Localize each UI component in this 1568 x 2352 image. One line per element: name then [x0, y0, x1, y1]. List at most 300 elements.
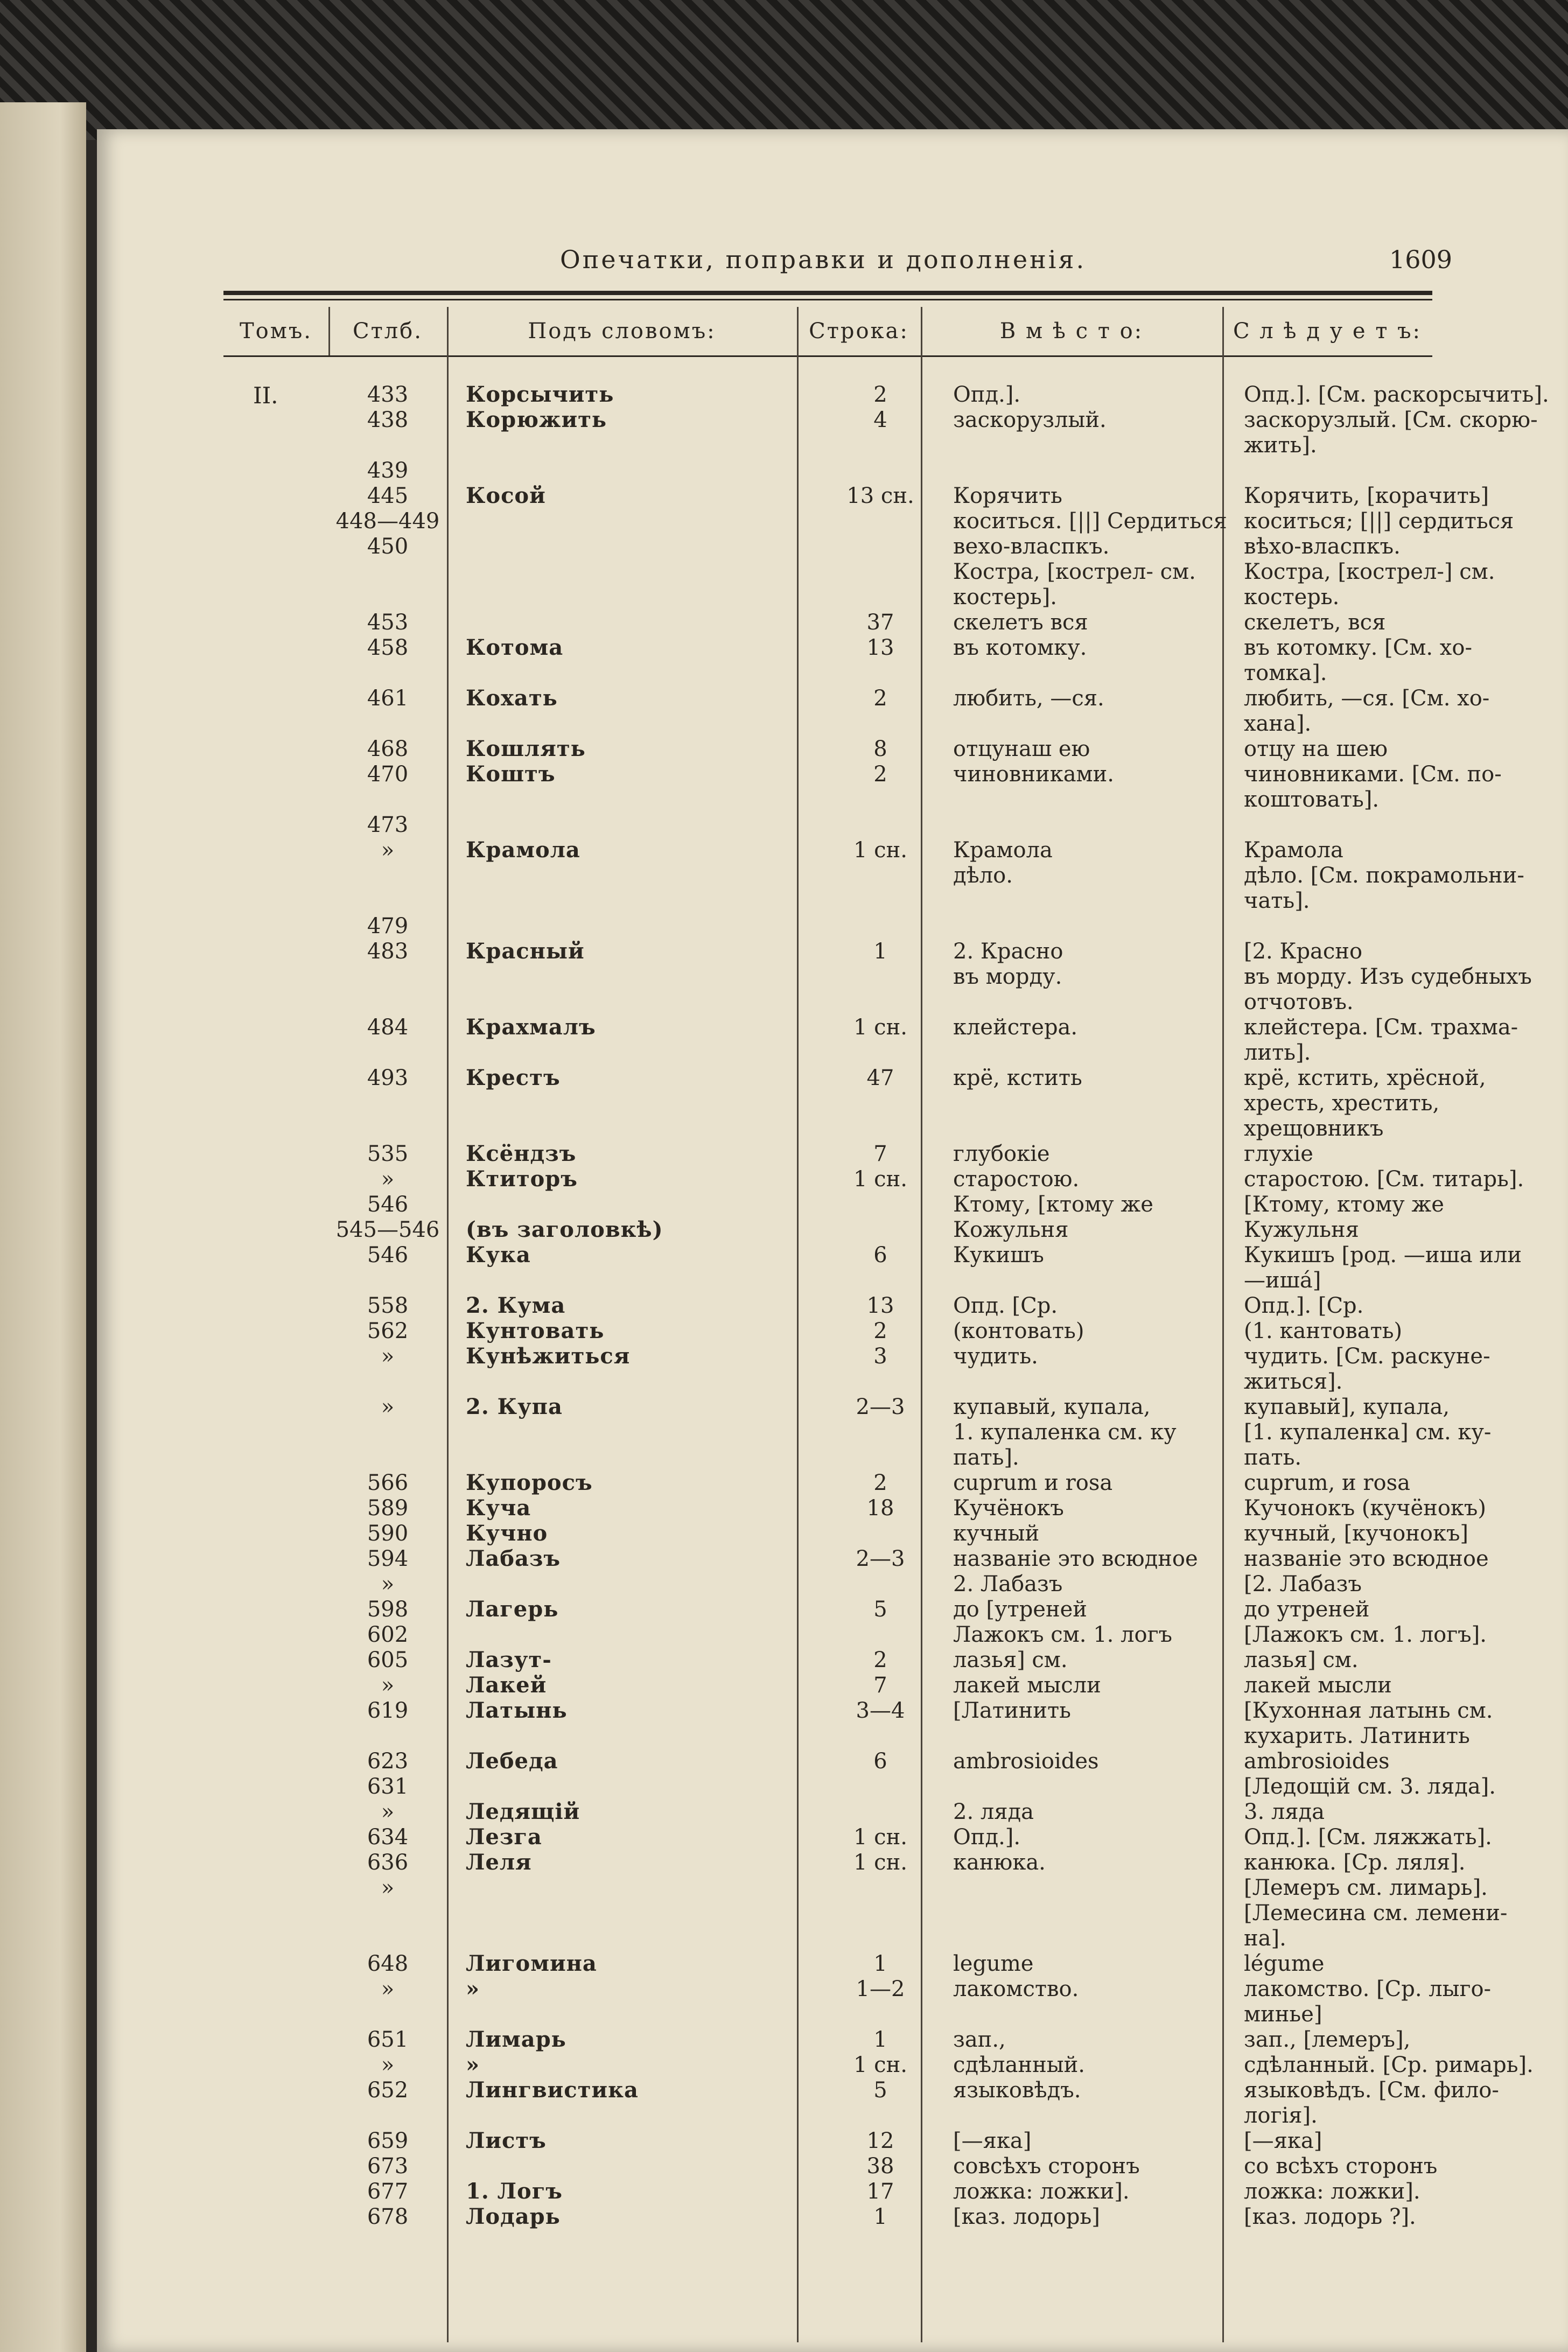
- table-row: [97, 1268, 1568, 1293]
- cell-word: (въ заголовкѣ): [466, 1217, 663, 1242]
- cell-column: 445: [367, 484, 409, 508]
- table-row: [97, 1749, 1568, 1774]
- cell-column: 453: [367, 610, 409, 635]
- cell-should-be: коситься; [||] сердиться: [1244, 509, 1514, 534]
- table-row: [97, 1091, 1568, 1116]
- top-rule-thin: [223, 299, 1432, 300]
- table-row: [97, 1217, 1568, 1242]
- cell-instead: ложка: ложки].: [953, 2179, 1130, 2204]
- cell-should-be: глухіе: [1244, 1142, 1313, 1166]
- cell-word: Кунтовать: [466, 1318, 605, 1343]
- table-row: [97, 2078, 1568, 2103]
- cell-line: 2: [873, 686, 887, 711]
- cell-should-be: отцу на шею: [1244, 737, 1388, 761]
- table-row: [97, 863, 1568, 888]
- table-row: [97, 534, 1568, 559]
- page-title: Опечатки, поправки и дополненія.: [560, 245, 1087, 274]
- cell-column: 648: [367, 1951, 409, 1976]
- cell-line: 5: [873, 1597, 887, 1622]
- table-row: [97, 1167, 1568, 1192]
- cell-line: 17: [866, 2179, 894, 2204]
- cell-instead: любить, —ся.: [953, 686, 1104, 711]
- table-row: [97, 1066, 1568, 1090]
- cell-word: Крамола: [466, 837, 580, 863]
- cell-line: 3—4: [856, 1698, 905, 1723]
- table-row: [97, 838, 1568, 863]
- cell-instead: скелетъ вся: [953, 610, 1088, 635]
- cell-word: 1. Логъ: [466, 2179, 563, 2204]
- col-header-column: Стлб.: [353, 319, 423, 344]
- table-row: [97, 433, 1568, 458]
- cell-word: Кука: [466, 1242, 531, 1268]
- table-row: [97, 1293, 1568, 1318]
- table-row: [97, 1521, 1568, 1546]
- cell-line: 2: [873, 382, 887, 407]
- table-row: [97, 1471, 1568, 1495]
- cell-line: 1—2: [856, 1977, 905, 2001]
- cell-should-be: языковѣдъ. [См. фило-: [1244, 2078, 1499, 2103]
- cell-line: 2: [873, 762, 887, 787]
- cell-should-be: логія].: [1244, 2103, 1318, 2128]
- cell-column: 468: [367, 737, 409, 761]
- table-row: [97, 1420, 1568, 1445]
- table-row: [97, 1395, 1568, 1419]
- cell-line: 1 сн.: [853, 1015, 907, 1040]
- table-row: [97, 888, 1568, 913]
- cell-instead: Опд.].: [953, 1825, 1021, 1850]
- page-number: 1609: [1389, 245, 1453, 274]
- cell-should-be: —ишá]: [1244, 1268, 1321, 1293]
- cell-instead: Кучёнокъ: [953, 1496, 1064, 1521]
- cell-instead: зап.,: [953, 2027, 1006, 2052]
- cell-line: 8: [873, 737, 887, 761]
- cell-should-be: на].: [1244, 1926, 1286, 1951]
- cell-should-be: миньe]: [1244, 2002, 1322, 2027]
- cell-word: Корюжить: [466, 407, 607, 432]
- cell-word: »: [466, 1976, 480, 2001]
- cell-instead: канюка.: [953, 1850, 1046, 1875]
- cell-should-be: Корячить, [корачить]: [1244, 484, 1489, 508]
- cell-line: 13: [866, 1293, 894, 1318]
- cell-word: Купоросъ: [466, 1470, 593, 1495]
- table-row: [97, 1116, 1568, 1141]
- cell-line: 7: [873, 1673, 887, 1698]
- table-row: [97, 1977, 1568, 2001]
- cell-column: 678: [367, 2204, 409, 2229]
- cell-instead: совсѣхъ сторонъ: [953, 2154, 1140, 2179]
- table-row: [97, 382, 1568, 407]
- cell-line: 47: [866, 1066, 894, 1090]
- cell-line: 2: [873, 1319, 887, 1343]
- cell-column: 602: [367, 1622, 409, 1647]
- cell-should-be: пать.: [1244, 1445, 1302, 1470]
- cell-should-be: Кучонокъ (кучёнокъ): [1244, 1496, 1486, 1521]
- cell-word: Крахмалъ: [466, 1014, 596, 1040]
- table-row: [97, 458, 1568, 483]
- cell-word: Леля: [466, 1850, 532, 1875]
- cell-should-be: [Кухонная латынь см.: [1244, 1698, 1493, 1723]
- cell-should-be: лить].: [1244, 1040, 1311, 1065]
- cell-line: 6: [873, 1749, 887, 1774]
- cell-line: 7: [873, 1142, 887, 1166]
- cell-column: 493: [367, 1066, 409, 1090]
- cell-instead: чиновниками.: [953, 762, 1115, 787]
- table-row: [97, 559, 1568, 584]
- table-row: [97, 737, 1568, 761]
- cell-line: 18: [866, 1496, 894, 1521]
- cell-instead: Опд. [Ср.: [953, 1293, 1058, 1318]
- cell-column: »: [381, 1875, 395, 1900]
- cell-should-be: въ морду. Изъ судебныхъ: [1244, 964, 1532, 989]
- cell-instead: Кожульня: [953, 1217, 1069, 1242]
- cell-word: Ледящій: [466, 1799, 580, 1824]
- cell-column: »: [381, 1572, 395, 1597]
- table-row: [97, 813, 1568, 837]
- table-row: [97, 939, 1568, 964]
- cell-column: 458: [367, 635, 409, 660]
- cell-line: 1: [873, 1951, 887, 1976]
- cell-instead: вехо-власпкъ.: [953, 534, 1110, 559]
- cell-should-be: Опд.]. [См. ляжжать].: [1244, 1825, 1492, 1850]
- table-row: [97, 1015, 1568, 1040]
- cell-should-be: зап., [лемеръ],: [1244, 2027, 1411, 2052]
- cell-column: 558: [367, 1293, 409, 1318]
- cell-column: 659: [367, 2129, 409, 2153]
- cell-instead: [—яка]: [953, 2129, 1032, 2153]
- cell-word: Листъ: [466, 2128, 547, 2153]
- cell-should-be: [2. Красно: [1244, 939, 1363, 964]
- table-row: [97, 2103, 1568, 2128]
- cell-word: »: [466, 2052, 480, 2077]
- cell-instead: чудить.: [953, 1344, 1038, 1369]
- cell-word: Лебеда: [466, 1748, 558, 1774]
- cell-instead: Кукишъ: [953, 1243, 1044, 1268]
- cell-column: 619: [367, 1698, 409, 1723]
- table-row: [97, 1926, 1568, 1951]
- cell-instead: legume: [953, 1951, 1034, 1976]
- cell-instead: въ котомку.: [953, 635, 1087, 660]
- cell-line: 6: [873, 1243, 887, 1268]
- top-rule: [223, 291, 1432, 295]
- table-row: [97, 1496, 1568, 1521]
- cell-should-be: купавый], купала,: [1244, 1395, 1450, 1419]
- cell-instead: Костра, [кострел- см.: [953, 559, 1196, 584]
- table-row: [97, 964, 1568, 989]
- table-row: [97, 1243, 1568, 1268]
- table-row: [97, 1724, 1568, 1748]
- cell-should-be: въ котомку. [См. хо-: [1244, 635, 1472, 660]
- table-row: [97, 1951, 1568, 1976]
- cell-should-be: скелетъ, вся: [1244, 610, 1386, 635]
- cell-column: 450: [367, 534, 409, 559]
- cell-should-be: Кукишъ [род. —иша или: [1244, 1243, 1522, 1268]
- cell-instead: 2. Лабазъ: [953, 1572, 1063, 1597]
- table-row: [97, 2154, 1568, 2179]
- cell-should-be: ложка: ложки].: [1244, 2179, 1420, 2204]
- cell-word: Лимарь: [466, 2027, 566, 2052]
- cell-should-be: канюка. [Ср. ляля].: [1244, 1850, 1466, 1875]
- cell-line: 37: [866, 610, 894, 635]
- cell-line: 1: [873, 2027, 887, 2052]
- cell-should-be: со всѣхъ сторонъ: [1244, 2154, 1438, 2179]
- cell-should-be: [—яка]: [1244, 2129, 1322, 2153]
- cell-instead: 1. купаленка см. ку: [953, 1420, 1177, 1445]
- table-row: [97, 1800, 1568, 1824]
- cell-word: Косой: [466, 483, 546, 508]
- cell-should-be: дѣло. [См. покрамольни-: [1244, 863, 1524, 888]
- table-row: [97, 484, 1568, 508]
- cell-line: 13: [866, 635, 894, 660]
- cell-word: Лабазъ: [466, 1546, 561, 1571]
- cell-column: »: [381, 1344, 395, 1369]
- cell-instead: клейстера.: [953, 1015, 1078, 1040]
- cell-should-be: томка].: [1244, 661, 1327, 685]
- cell-should-be: кучный, [кучонокъ]: [1244, 1521, 1469, 1546]
- cell-instead: кучный: [953, 1521, 1040, 1546]
- cell-line: 1 сн.: [853, 2053, 907, 2077]
- cell-line: 2: [873, 1471, 887, 1495]
- cell-column: 634: [367, 1825, 409, 1850]
- cell-should-be: чать].: [1244, 888, 1310, 913]
- cell-should-be: заскорузлый. [См. скорю-: [1244, 408, 1538, 432]
- cell-should-be: ambrosioides: [1244, 1749, 1390, 1774]
- table-row: [97, 1445, 1568, 1470]
- cell-instead: ambrosioides: [953, 1749, 1099, 1774]
- table-row: [97, 635, 1568, 660]
- cell-should-be: Костра, [кострел-] см.: [1244, 559, 1495, 584]
- cell-word: Кохать: [466, 685, 558, 711]
- cell-instead: [каз. лодорь]: [953, 2204, 1100, 2229]
- volume-number: II.: [253, 382, 278, 409]
- cell-column: »: [381, 1673, 395, 1698]
- cell-column: »: [381, 1395, 395, 1419]
- cell-line: 1 сн.: [853, 838, 907, 863]
- table-row: [97, 1825, 1568, 1850]
- cell-should-be: [Ктому, ктому же: [1244, 1192, 1444, 1217]
- table-row: [97, 1344, 1568, 1369]
- cell-should-be: хресть, хрестить,: [1244, 1091, 1440, 1116]
- cell-should-be: cuprum, и rosa: [1244, 1471, 1410, 1495]
- cell-word: Кунѣжиться: [466, 1343, 631, 1369]
- table-row: [97, 2204, 1568, 2229]
- cell-word: 2. Купа: [466, 1394, 563, 1419]
- cell-word: 2. Кума: [466, 1293, 566, 1318]
- cell-should-be: жить].: [1244, 433, 1317, 458]
- table-row: [97, 1546, 1568, 1571]
- cell-word: Красный: [466, 939, 585, 964]
- cell-word: Котома: [466, 635, 564, 660]
- table-row: [97, 762, 1568, 787]
- cell-column: 438: [367, 408, 409, 432]
- cell-column: »: [381, 2053, 395, 2077]
- cell-should-be: [Ледощій см. 3. ляда].: [1244, 1774, 1496, 1799]
- table-row: [97, 1850, 1568, 1875]
- cell-should-be: любить, —ся. [См. хо-: [1244, 686, 1490, 711]
- cell-line: 13 сн.: [846, 484, 914, 508]
- cell-should-be: [Лажокъ см. 1. логъ].: [1244, 1622, 1487, 1647]
- col-header-should-be: С л ѣ д у е т ъ:: [1233, 319, 1422, 344]
- cell-column: 473: [367, 813, 409, 837]
- table-row: [97, 1698, 1568, 1723]
- cell-column: 677: [367, 2179, 409, 2204]
- table-row: [97, 1040, 1568, 1065]
- cell-column: »: [381, 838, 395, 863]
- cell-line: 1 сн.: [853, 1167, 907, 1192]
- table-row: [97, 1875, 1568, 1900]
- cell-instead: сдѣланный.: [953, 2053, 1085, 2077]
- cell-instead: пать].: [953, 1445, 1019, 1470]
- cell-should-be: лакей мысли: [1244, 1673, 1392, 1698]
- table-row: [97, 1142, 1568, 1166]
- cell-column: 483: [367, 939, 409, 964]
- cell-word: Лодарь: [466, 2204, 561, 2229]
- table-row: [97, 1319, 1568, 1343]
- cell-should-be: [2. Лабазъ: [1244, 1572, 1362, 1597]
- cell-column: »: [381, 1800, 395, 1824]
- cell-line: 2: [873, 1648, 887, 1672]
- page-header: [97, 245, 1568, 283]
- cell-word: Лазут-: [466, 1647, 552, 1672]
- cell-column: 535: [367, 1142, 409, 1166]
- cell-line: 3: [873, 1344, 887, 1369]
- cell-line: 1: [873, 939, 887, 964]
- cell-line: 12: [866, 2129, 894, 2153]
- cell-should-be: légume: [1244, 1951, 1325, 1976]
- cell-should-be: Опд.]. [См. раскорсычить].: [1244, 382, 1549, 407]
- cell-instead: лакей мысли: [953, 1673, 1101, 1698]
- table-row: [97, 585, 1568, 610]
- cell-instead: коситься. [||] Сердиться: [953, 509, 1227, 534]
- cell-instead: заскорузлый.: [953, 408, 1107, 432]
- document-page: [97, 129, 1568, 2352]
- cell-should-be: вѣхо-власпкъ.: [1244, 534, 1401, 559]
- table-row: [97, 711, 1568, 736]
- cell-word: Коштъ: [466, 761, 556, 787]
- cell-instead: лакомство.: [953, 1977, 1079, 2001]
- table-row: [97, 610, 1568, 635]
- cell-instead: 2. ляда: [953, 1800, 1034, 1824]
- cell-word: Лезга: [466, 1824, 542, 1850]
- cell-word: Лингвистика: [466, 2077, 639, 2103]
- cell-column: 546: [367, 1192, 409, 1217]
- cell-line: 38: [866, 2154, 894, 2179]
- cell-should-be: [1. купаленка] см. ку-: [1244, 1420, 1492, 1445]
- cell-column: 605: [367, 1648, 409, 1672]
- col-header-volume: Томъ.: [239, 319, 313, 344]
- cell-should-be: до утреней: [1244, 1597, 1370, 1622]
- table-row: [97, 2129, 1568, 2153]
- cell-instead: Корячить: [953, 484, 1062, 508]
- cell-should-be: хана].: [1244, 711, 1312, 736]
- cell-instead: cuprum и rosa: [953, 1471, 1113, 1495]
- cell-word: Кошлять: [466, 736, 586, 761]
- cell-column: 479: [367, 914, 409, 939]
- cell-line: 1 сн.: [853, 1825, 907, 1850]
- cell-should-be: Крамола: [1244, 838, 1343, 863]
- cell-line: 1 сн.: [853, 1850, 907, 1875]
- book-binding: [0, 0, 1568, 140]
- cell-should-be: 3. ляда: [1244, 1800, 1325, 1824]
- table-row: [97, 1622, 1568, 1647]
- cell-should-be: Кужульня: [1244, 1217, 1359, 1242]
- cell-word: Ктиторъ: [466, 1166, 578, 1192]
- cell-column: 598: [367, 1597, 409, 1622]
- col-header-instead: В м ѣ с т о:: [999, 319, 1144, 344]
- cell-should-be: коштовать].: [1244, 787, 1380, 812]
- table-row: [97, 2053, 1568, 2077]
- cell-column: »: [381, 1167, 395, 1192]
- table-row: [97, 509, 1568, 534]
- cell-should-be: костерь.: [1244, 585, 1340, 610]
- cell-instead: Опд.].: [953, 382, 1021, 407]
- header-rule: [223, 355, 1432, 357]
- facing-page-edge: [0, 102, 86, 2352]
- table-row: [97, 1774, 1568, 1799]
- col-divider: [328, 307, 330, 355]
- cell-instead: старостою.: [953, 1167, 1080, 1192]
- cell-instead: костерь].: [953, 585, 1057, 610]
- cell-instead: языковѣдъ.: [953, 2078, 1081, 2103]
- cell-word: Кучно: [466, 1521, 548, 1546]
- cell-instead: Ктому, [ктому же: [953, 1192, 1153, 1217]
- cell-word: Корсычить: [466, 382, 614, 407]
- table-row: [97, 1673, 1568, 1698]
- cell-instead: отцунаш ею: [953, 737, 1090, 761]
- cell-column: 448—449: [335, 509, 440, 534]
- cell-should-be: сдѣланный. [Ср. римарь].: [1244, 2053, 1534, 2077]
- cell-word: Латынь: [466, 1698, 568, 1723]
- cell-column: 433: [367, 382, 409, 407]
- cell-should-be: хрещовникъ: [1244, 1116, 1384, 1141]
- table-row: [97, 661, 1568, 685]
- cell-instead: купавый, купала,: [953, 1395, 1151, 1419]
- cell-should-be: [каз. лодорь ?].: [1244, 2204, 1416, 2229]
- cell-should-be: кухарить. Латинить: [1244, 1724, 1470, 1748]
- cell-column: 546: [367, 1243, 409, 1268]
- cell-should-be: (1. кантовать): [1244, 1319, 1403, 1343]
- cell-should-be: чиновниками. [См. по-: [1244, 762, 1502, 787]
- cell-column: 566: [367, 1471, 409, 1495]
- table-row: [97, 1901, 1568, 1926]
- cell-instead: Крамола: [953, 838, 1053, 863]
- table-row: [97, 686, 1568, 711]
- cell-column: 589: [367, 1496, 409, 1521]
- table-row: [97, 1597, 1568, 1622]
- cell-should-be: отчотовъ.: [1244, 990, 1354, 1014]
- cell-instead: 2. Красно: [953, 939, 1063, 964]
- cell-column: 594: [367, 1546, 409, 1571]
- cell-instead: Лажокъ см. 1. логъ: [953, 1622, 1172, 1647]
- table-row: [97, 2002, 1568, 2027]
- table-row: [97, 2179, 1568, 2204]
- table-row: [97, 914, 1568, 939]
- cell-word: Лакей: [466, 1672, 547, 1698]
- table-row: [97, 1369, 1568, 1394]
- cell-word: Куча: [466, 1495, 531, 1521]
- cell-word: Ксёндзъ: [466, 1141, 577, 1166]
- cell-column: 623: [367, 1749, 409, 1774]
- cell-should-be: житься].: [1244, 1369, 1343, 1394]
- cell-column: 652: [367, 2078, 409, 2103]
- table-row: [97, 1572, 1568, 1597]
- cell-line: 2—3: [856, 1395, 905, 1419]
- cell-should-be: [Лемеръ см. лимарь].: [1244, 1875, 1488, 1900]
- cell-should-be: клейстера. [См. трахма-: [1244, 1015, 1518, 1040]
- cell-column: 562: [367, 1319, 409, 1343]
- cell-column: 673: [367, 2154, 409, 2179]
- cell-should-be: лазья] см.: [1244, 1648, 1359, 1672]
- cell-line: 2—3: [856, 1546, 905, 1571]
